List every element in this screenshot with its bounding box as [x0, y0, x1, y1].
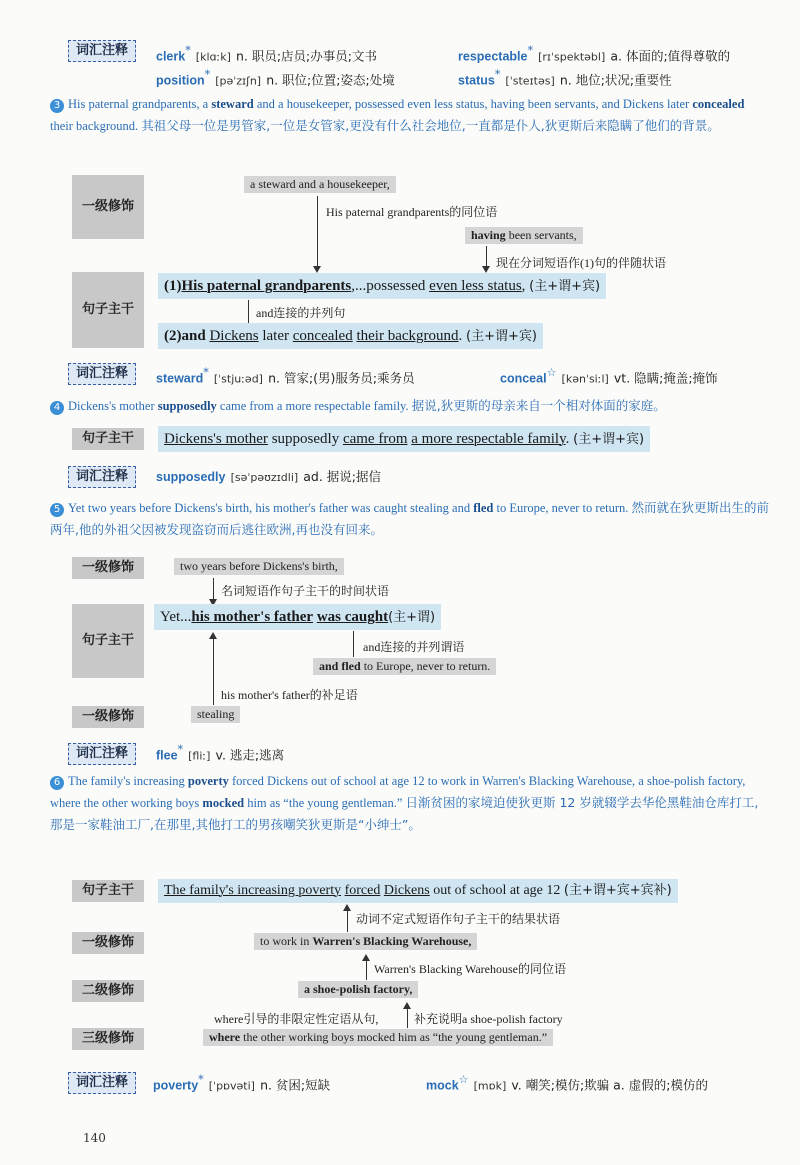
structure-tag: (主+谓+宾) [573, 432, 645, 447]
annotation-supplement: 补充说明a shoe-polish factory [414, 1012, 563, 1026]
definition: v. 逃走;逃离 [215, 747, 285, 763]
annotation-appositive: His paternal grandparents的同位语 [326, 205, 498, 219]
star-icon: ☆ [546, 366, 557, 379]
para-text: to Europe, never to return. [493, 501, 629, 515]
vocab-entry-clerk [156, 42, 377, 66]
vocab-notes-tag: 词汇注释 [68, 1072, 136, 1094]
verb: concealed [292, 328, 353, 344]
vocab-notes-tag: 词汇注释 [68, 743, 136, 765]
page-number: 140 [83, 1131, 106, 1145]
clause-number: (2) [164, 328, 182, 344]
infinitive-modifier [254, 933, 477, 950]
vocab-entry-mock [426, 1071, 708, 1095]
level1-modifier-label: 一级修饰 [72, 706, 144, 728]
annotation-coordinate: and连接的并列句 [256, 306, 346, 320]
phonetic: [rɪˈspektəbl] [538, 50, 606, 64]
clause-number: (1) [164, 278, 182, 294]
star-icon: ☆ [458, 1073, 469, 1086]
arrow-line [347, 911, 348, 932]
connector-line [248, 300, 249, 324]
verb: forced [344, 883, 381, 898]
vocab-entry-respectable [458, 42, 730, 66]
phonetic: [ˈstjuːəd] [213, 372, 263, 386]
vocab-word: position [156, 73, 205, 88]
para-text: forced Dickens out of school at age 12 to work in Warren's Blacking Warehouse, a shoe-polish factory, where the other working boys [50, 774, 746, 810]
vocab-entry-position [156, 66, 395, 90]
level2-modifier-label: 二级修饰 [72, 980, 144, 1002]
clause-text: . [565, 431, 574, 447]
vocab-word: flee [156, 748, 178, 763]
definition: n. 贫困;短缺 [260, 1077, 331, 1093]
annotation-relative-clause: where引导的非限定性定语从句, [214, 1012, 379, 1026]
star-icon: * [203, 366, 209, 379]
level3-modifier-label: 三级修饰 [72, 1028, 144, 1050]
annotation-coordinate-predicate: and连接的并列谓语 [363, 640, 465, 654]
arrow-line [366, 961, 367, 980]
vocab-word: mock [426, 1078, 459, 1093]
arrow-up-icon [403, 1002, 411, 1009]
mod-text: been servants, [505, 228, 577, 242]
vocab-entry-steward [156, 364, 415, 388]
structure-tag: (主+谓) [388, 610, 436, 625]
clause-text: Yet... [160, 609, 192, 625]
verb: was caught [316, 609, 389, 625]
vocab-word: conceal [500, 371, 547, 386]
key-word: and fled [319, 659, 361, 673]
connector-line [353, 631, 354, 657]
definition: n. 职位;位置;姿态;处境 [266, 72, 395, 88]
annotation-appositive: Warren's Blacking Warehouse的同位语 [374, 962, 566, 976]
annotation-time: 名词短语作句子主干的时间状语 [221, 584, 390, 598]
object: Dickens [383, 883, 430, 898]
star-icon: * [494, 68, 501, 81]
para-translation: 据说,狄更斯的母亲来自一个相对体面的家庭。 [411, 398, 666, 413]
definition: a. 体面的;值得尊敬的 [610, 48, 731, 64]
mod-text: the other working boys mocked him as “the young gentleman.” [240, 1030, 548, 1044]
key-word: mocked [202, 796, 245, 810]
verb: came from [342, 431, 408, 447]
star-icon: * [527, 44, 533, 57]
vocab-word: clerk [156, 49, 186, 64]
vocab-notes-tag: 词汇注释 [68, 466, 136, 488]
key-word: supposedly [157, 399, 217, 413]
phonetic: [klɑːk] [195, 50, 231, 64]
sentence-3-paragraph [50, 94, 770, 137]
para-translation: 然而就在狄更斯出生的前两年,他的外祖父因被发现盗窃而后逃往欧洲,再也没有回来。 [50, 500, 770, 537]
vocab-entry-conceal [500, 364, 718, 388]
level1-modifier-label: 一级修饰 [72, 932, 144, 954]
main-clause-label: 句子主干 [72, 880, 144, 902]
phonetic: [pəˈzɪʃn] [215, 74, 262, 88]
clause-text: later [258, 328, 293, 344]
key-word: Warren's Blacking Warehouse, [312, 934, 472, 948]
phonetic: [ˈsteɪtəs] [505, 74, 555, 88]
key-word: fled [473, 501, 494, 515]
star-icon: * [185, 44, 191, 57]
key-word: steward [211, 97, 254, 111]
participle-modifier [465, 227, 583, 244]
para-text: came from a more respectable family. [216, 399, 409, 413]
phonetic: [fliː] [188, 749, 211, 763]
para-text: and a housekeeper, possessed even less status, having been servants, and Dickens later [253, 97, 693, 111]
annotation-infinitive: 动词不定式短语作句子主干的结果状语 [356, 912, 561, 926]
phonetic: [kənˈsiːl] [561, 372, 609, 386]
para-translation: 其祖父母一位是男管家,一位是女管家,更没有什么社会地位,一直都是仆人,狄更斯后来隐瞒了他们的背景。 [141, 118, 720, 133]
vocab-entry-poverty [153, 1071, 330, 1095]
appositive-modifier: a steward and a housekeeper, [244, 176, 396, 193]
arrow-down-icon [482, 266, 490, 273]
key-word: poverty [187, 774, 229, 788]
coordinate-predicate [313, 658, 496, 675]
annotation-complement: his mother's father的补足语 [221, 688, 358, 702]
vocab-word: supposedly [156, 470, 226, 484]
vocab-entry-status [458, 66, 672, 90]
arrow-line [317, 196, 318, 270]
conjunction: and [181, 328, 210, 344]
relative-clause-modifier [203, 1029, 553, 1046]
main-clause-label: 句子主干 [72, 428, 144, 450]
subject: his mother's father [191, 609, 314, 625]
main-clause-2 [158, 323, 543, 349]
level1-modifier-label: 一级修饰 [72, 175, 144, 239]
arrow-down-icon [313, 266, 321, 273]
sentence-number-icon: 4 [50, 401, 64, 415]
definition: n. 地位;状况;重要性 [559, 72, 672, 88]
clause-text: ,...possessed [351, 278, 430, 294]
phonetic: [ˈpɒvəti] [208, 1079, 255, 1093]
main-clause [154, 604, 441, 630]
clause-text: . [458, 328, 467, 344]
phonetic: [səˈpəʊzɪdli] [230, 471, 299, 484]
level1-modifier-label: 一级修饰 [72, 557, 144, 579]
clause-text: supposedly [267, 431, 343, 447]
annotation-participle: 现在分词短语作(1)句的伴随状语 [496, 256, 666, 270]
object: their background [356, 328, 459, 344]
para-text: Dickens's mother [68, 399, 158, 413]
arrow-up-icon [209, 632, 217, 639]
star-icon: * [204, 68, 211, 81]
definition: vt. 隐瞒;掩盖;掩饰 [613, 370, 718, 386]
main-clause-label: 句子主干 [72, 604, 144, 678]
arrow-line [407, 1009, 408, 1028]
para-text: The family's increasing [68, 774, 188, 788]
para-text: him as “the young gentleman.” [244, 796, 403, 810]
main-clause [158, 879, 678, 903]
sentence-number-icon: 5 [50, 503, 64, 517]
arrow-line [213, 639, 214, 705]
definition: n. 管家;(男)服务员;乘务员 [268, 370, 415, 386]
definition: v. 嘲笑;模仿;欺骗 a. 虚假的;模仿的 [511, 1077, 708, 1093]
appositive-modifier: a shoe-polish factory, [298, 981, 418, 998]
structure-tag: (主+谓+宾) [529, 279, 601, 294]
mod-text: to Europe, never to return. [360, 659, 491, 673]
subject: His paternal grandparents [181, 278, 352, 294]
star-icon: * [177, 743, 184, 756]
arrow-up-icon [343, 904, 351, 911]
vocab-word: status [458, 73, 495, 88]
phonetic: [mɒk] [473, 1079, 507, 1093]
arrow-up-icon [362, 954, 370, 961]
key-word: having [471, 228, 506, 242]
main-clause-label: 句子主干 [72, 272, 144, 348]
main-clause [158, 426, 650, 452]
vocab-entry-supposedly [156, 467, 381, 487]
sentence-6-paragraph [50, 771, 770, 836]
key-word: where [209, 1030, 241, 1044]
structure-tag: (主+谓+宾) [466, 329, 537, 344]
subject: Dickens's mother [164, 431, 268, 447]
clause-text: , [521, 278, 530, 294]
definition: n. 职员;店员;办事员;文书 [235, 48, 377, 64]
para-translation: 日渐贫困的家境迫使狄更斯 12 岁就辍学去华伦黑鞋油仓库打工,那是一家鞋油工厂,在那里,其他打工的男孩嘲笑狄更斯是“小绅士”。 [50, 795, 759, 832]
vocab-word: respectable [458, 49, 528, 64]
key-word: concealed [692, 97, 745, 111]
vocab-word: poverty [153, 1078, 199, 1093]
vocab-word: steward [156, 371, 204, 386]
object: even less status [429, 278, 522, 294]
definition: ad. 据说;据信 [303, 469, 382, 484]
sentence-number-icon: 6 [50, 776, 64, 790]
subject: Dickens [209, 328, 259, 344]
clause-text: out of school at age 12 [429, 883, 564, 898]
vocab-entry-flee [156, 741, 284, 765]
vocab-notes-tag: 词汇注释 [68, 363, 136, 385]
para-text: their background. [50, 119, 139, 133]
time-adverbial-modifier: two years before Dickens's birth, [174, 558, 344, 575]
object: a more respectable family [411, 431, 566, 447]
star-icon: * [198, 1073, 204, 1086]
structure-tag: (主+谓+宾+宾补) [563, 883, 672, 898]
mod-text: to work in [260, 934, 313, 948]
sentence-4-paragraph [50, 395, 770, 417]
sentence-5-paragraph [50, 497, 770, 541]
complement-modifier: stealing [191, 706, 240, 723]
subject: The family's increasing poverty [164, 883, 342, 898]
sentence-number-icon: 3 [50, 99, 64, 113]
vocab-notes-tag: 词汇注释 [68, 40, 136, 62]
para-text: Yet two years before Dickens's birth, his mother's father was caught stealing and [68, 501, 474, 515]
main-clause-1 [158, 273, 606, 299]
para-text: His paternal grandparents, a [68, 97, 212, 111]
